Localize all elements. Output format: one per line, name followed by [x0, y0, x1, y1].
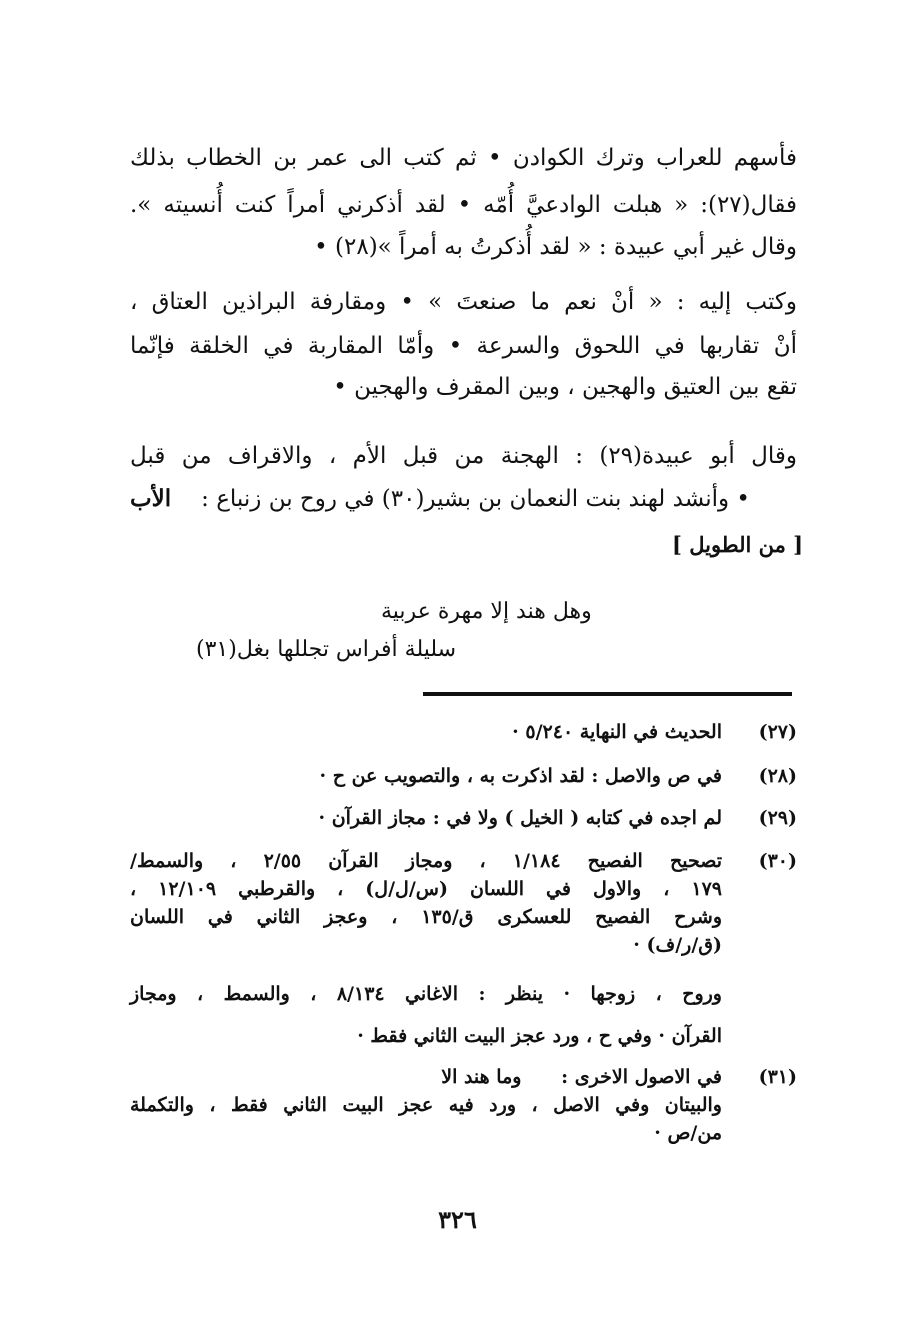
body-line-8: • وأنشد لهند بنت النعمان بن بشير(٣٠) في روح بن زنباع : — [201, 486, 750, 512]
body-line-2: فقال(٢٧): « هبلت الوادعيَّ أُمّه • لقد أذكرني أمراً كنت أُنسيته ». — [130, 192, 797, 218]
body-line-1: فأسهم للعراب وترك الكوادن • ثم كتب الى عمر بن الخطاب بذلك — [130, 145, 797, 171]
footnote-text: الحديث في النهاية ٥/٢٤٠ · — [512, 721, 722, 743]
footnote-text: في الاصول الاخرى : وما هند الا — [441, 1066, 722, 1088]
meter-label: [ من الطويل ] — [672, 532, 804, 557]
footnote-text: من/ص · — [654, 1122, 722, 1144]
poem-hemistich-2: سليلة أفراس تجللها بغل(٣١) — [196, 637, 457, 662]
footnote-27 — [130, 718, 797, 746]
footnote-text: (ق/ر/ف) · — [633, 934, 722, 956]
body-line-7: وقال أبو عبيدة(٢٩) : الهجنة من قبل الأم ، والاقراف من قبل — [130, 443, 797, 469]
footnote-divider — [423, 692, 792, 696]
footnote-29 — [130, 804, 797, 832]
footnote-number: (٢٨) — [758, 765, 797, 787]
footnote-text: وشرح الفصيح للعسكرى ق/١٣٥ ، وعجز الثاني في اللسان — [130, 906, 722, 928]
footnote-text: وروح ، زوجها · ينظر : الاغاني ٨/١٣٤ ، والسمط ، ومجاز — [130, 983, 722, 1005]
body-line-3: وقال غير أبي عبيدة : « لقد أُذكرتُ به أمراً »(٢٨) • — [314, 234, 797, 260]
footnote-number: (٢٧) — [758, 721, 797, 743]
footnote-text: ١٧٩ ، والاول في اللسان (س/ل/ل) ، والقرطبي ١٢/١٠٩ ، — [130, 878, 722, 900]
footnote-text: والبيتان وفي الاصل ، ورد فيه عجز البيت الثاني فقط ، والتكملة — [130, 1094, 722, 1116]
footnote-31 — [130, 1063, 797, 1147]
footnote-30-continuation — [130, 973, 722, 1057]
footnote-text: القرآن · وفي ح ، ورد عجز البيت الثاني فقط · — [357, 1025, 722, 1047]
footnote-30 — [130, 847, 797, 959]
footnote-number: (٢٩) — [758, 807, 797, 829]
footnote-text: تصحيح الفصيح ١/١٨٤ ، ومجاز القرآن ٢/٥٥ ، والسمط/ — [130, 850, 722, 872]
poem-hemistich-1: وهل هند إلا مهرة عربية — [381, 599, 592, 624]
footnote-number: (٣٠) — [758, 850, 797, 872]
body-line-4: وكتب إليه : « أنْ نعم ما صنعتَ » • ومقارفة البراذين العتاق ، — [130, 289, 797, 315]
footnote-text: في ص والاصل : لقد اذكرت به ، والتصويب عن ح · — [319, 765, 722, 787]
body-line-8-tail: الأب — [130, 485, 172, 512]
footnote-number: (٣١) — [758, 1066, 797, 1088]
footnote-text: لم اجده في كتابه ( الخيل ) ولا في : مجاز القرآن · — [318, 807, 722, 829]
body-line-5: أنْ تقاربها في اللحوق والسرعة • وأمّا المقاربة في الخلقة فإنّما — [130, 333, 797, 359]
page-number: ٣٢٦ — [438, 1205, 477, 1234]
footnote-28 — [130, 762, 797, 790]
body-line-6: تقع بين العتيق والهجين ، وبين المقرف والهجين • — [333, 374, 797, 400]
